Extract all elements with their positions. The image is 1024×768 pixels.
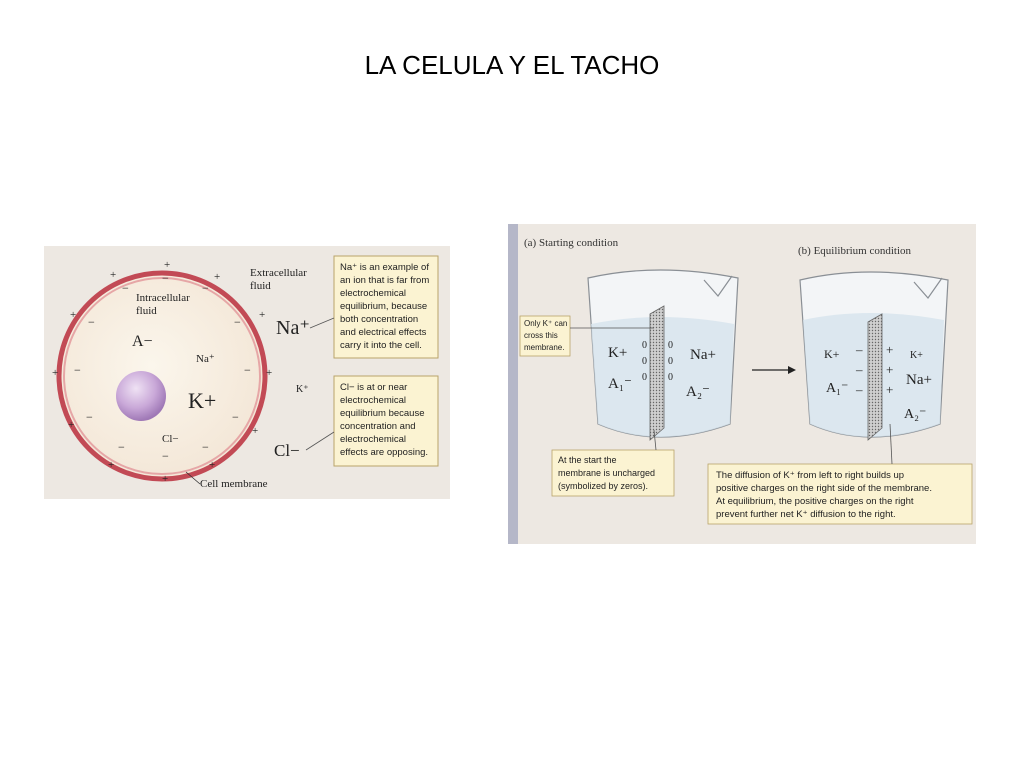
start-note-line: (symbolized by zeros). [558, 481, 649, 491]
k-inside-label: K+ [188, 388, 217, 413]
callout-cl-line: effects are opposing. [340, 447, 429, 458]
extracellular-label-1: Extracellular [250, 267, 307, 279]
charge-out: + [70, 309, 77, 321]
callout-na-line: equilibrium, because [340, 301, 428, 312]
nucleus [116, 371, 166, 421]
charge-in: − [118, 440, 125, 454]
minus-left: – [856, 382, 863, 397]
charge-in: − [232, 410, 239, 424]
callout-na-line: and electrical effects [340, 327, 427, 338]
callout-cl-pointer [306, 432, 334, 450]
zero-right: 0 [668, 340, 673, 351]
minus-left: – [856, 342, 863, 357]
cl-inside-label: Cl− [162, 433, 179, 445]
intracellular-label-2: fluid [136, 305, 157, 317]
binding-edge [508, 224, 518, 544]
zero-left: 0 [642, 372, 647, 383]
charge-in: − [86, 410, 93, 424]
plus-right: + [886, 342, 894, 357]
charge-in: − [74, 363, 81, 377]
panel-a-label: (a) Starting condition [524, 237, 619, 249]
na-inside-label: Na⁺ [196, 353, 215, 365]
charge-out: + [266, 367, 273, 379]
callout-cl-line: electrochemical [340, 395, 406, 406]
transition-arrow-head [788, 366, 796, 374]
na-right-eq-label: Na+ [906, 372, 932, 388]
na-outside-label: Na⁺ [276, 317, 310, 339]
only-k-line: Only K⁺ can [524, 319, 568, 328]
only-k-line: cross this [524, 331, 558, 340]
charge-out: + [108, 459, 115, 471]
plus-right: + [886, 362, 894, 377]
anion-label: A− [132, 333, 153, 350]
membrane-equilibrium [868, 314, 882, 440]
charge-out: + [164, 259, 171, 271]
cl-outside-label: Cl− [274, 441, 300, 460]
charge-in: − [162, 271, 169, 285]
zero-left: 0 [642, 356, 647, 367]
charge-in: − [162, 449, 169, 463]
callout-na-line: Na⁺ is an example of [340, 262, 429, 273]
callout-na-line: electrochemical [340, 288, 406, 299]
callout-na-pointer [310, 318, 334, 328]
charge-out: + [209, 459, 216, 471]
diffusion-note-line: At equilibrium, the positive charges on the right [716, 496, 914, 507]
diffusion-note-line: positive charges on the right side of the membrane. [716, 483, 932, 494]
intracellular-label-1: Intracellular [136, 292, 190, 304]
charge-out: + [214, 271, 221, 283]
callout-na-line: carry it into the cell. [340, 340, 422, 351]
k-left-label: K+ [608, 345, 628, 361]
diffusion-note-line: The diffusion of K⁺ from left to right builds up [716, 470, 905, 481]
membrane-start [650, 306, 664, 440]
charge-in: − [88, 315, 95, 329]
charge-out: + [110, 269, 117, 281]
callout-cl-line: concentration and [340, 421, 416, 432]
only-k-line: membrane. [524, 343, 565, 352]
zero-right: 0 [668, 356, 673, 367]
diffusion-note-line: prevent further net K⁺ diffusion to the right. [716, 509, 896, 520]
panel-b-label: (b) Equilibrium condition [798, 245, 912, 257]
callout-cl-line: electrochemical [340, 434, 406, 445]
callout-na-line: both concentration [340, 314, 419, 325]
charge-in: − [202, 281, 209, 295]
k-right-eq-label: K+ [910, 350, 923, 361]
charge-in: − [202, 440, 209, 454]
charge-out: + [52, 367, 59, 379]
cell-diagram-figure [44, 246, 450, 499]
plus-right: + [886, 382, 894, 397]
charge-out: + [162, 473, 169, 485]
zero-right: 0 [668, 372, 673, 383]
charge-in: − [234, 315, 241, 329]
charge-out: + [252, 425, 259, 437]
charge-in: − [244, 363, 251, 377]
callout-cl-line: equilibrium because [340, 408, 425, 419]
extracellular-label-2: fluid [250, 280, 271, 292]
charge-in: − [122, 281, 129, 295]
a1-eq-label: A₁⁻ [826, 381, 849, 396]
start-note-line: membrane is uncharged [558, 468, 656, 478]
zero-left: 0 [642, 340, 647, 351]
a2-label: A₂⁻ [686, 384, 710, 400]
callout-cl-line: Cl− is at or near [340, 382, 408, 393]
a2-eq-label: A₂⁻ [904, 407, 927, 422]
page-title: LA CELULA Y EL TACHO [364, 50, 660, 80]
a1-label: A₁⁻ [608, 376, 632, 392]
start-note-line: At the start the [558, 455, 617, 465]
na-right-label: Na+ [690, 347, 716, 363]
callout-na-line: an ion that is far from [340, 275, 430, 286]
beaker-diagram-figure [508, 224, 976, 544]
k-outside-label: K⁺ [296, 384, 309, 395]
charge-out: + [259, 309, 266, 321]
cell-membrane-label: Cell membrane [200, 478, 268, 490]
minus-left: – [856, 362, 863, 377]
k-left-eq-label: K+ [824, 347, 840, 361]
charge-out: + [68, 419, 75, 431]
